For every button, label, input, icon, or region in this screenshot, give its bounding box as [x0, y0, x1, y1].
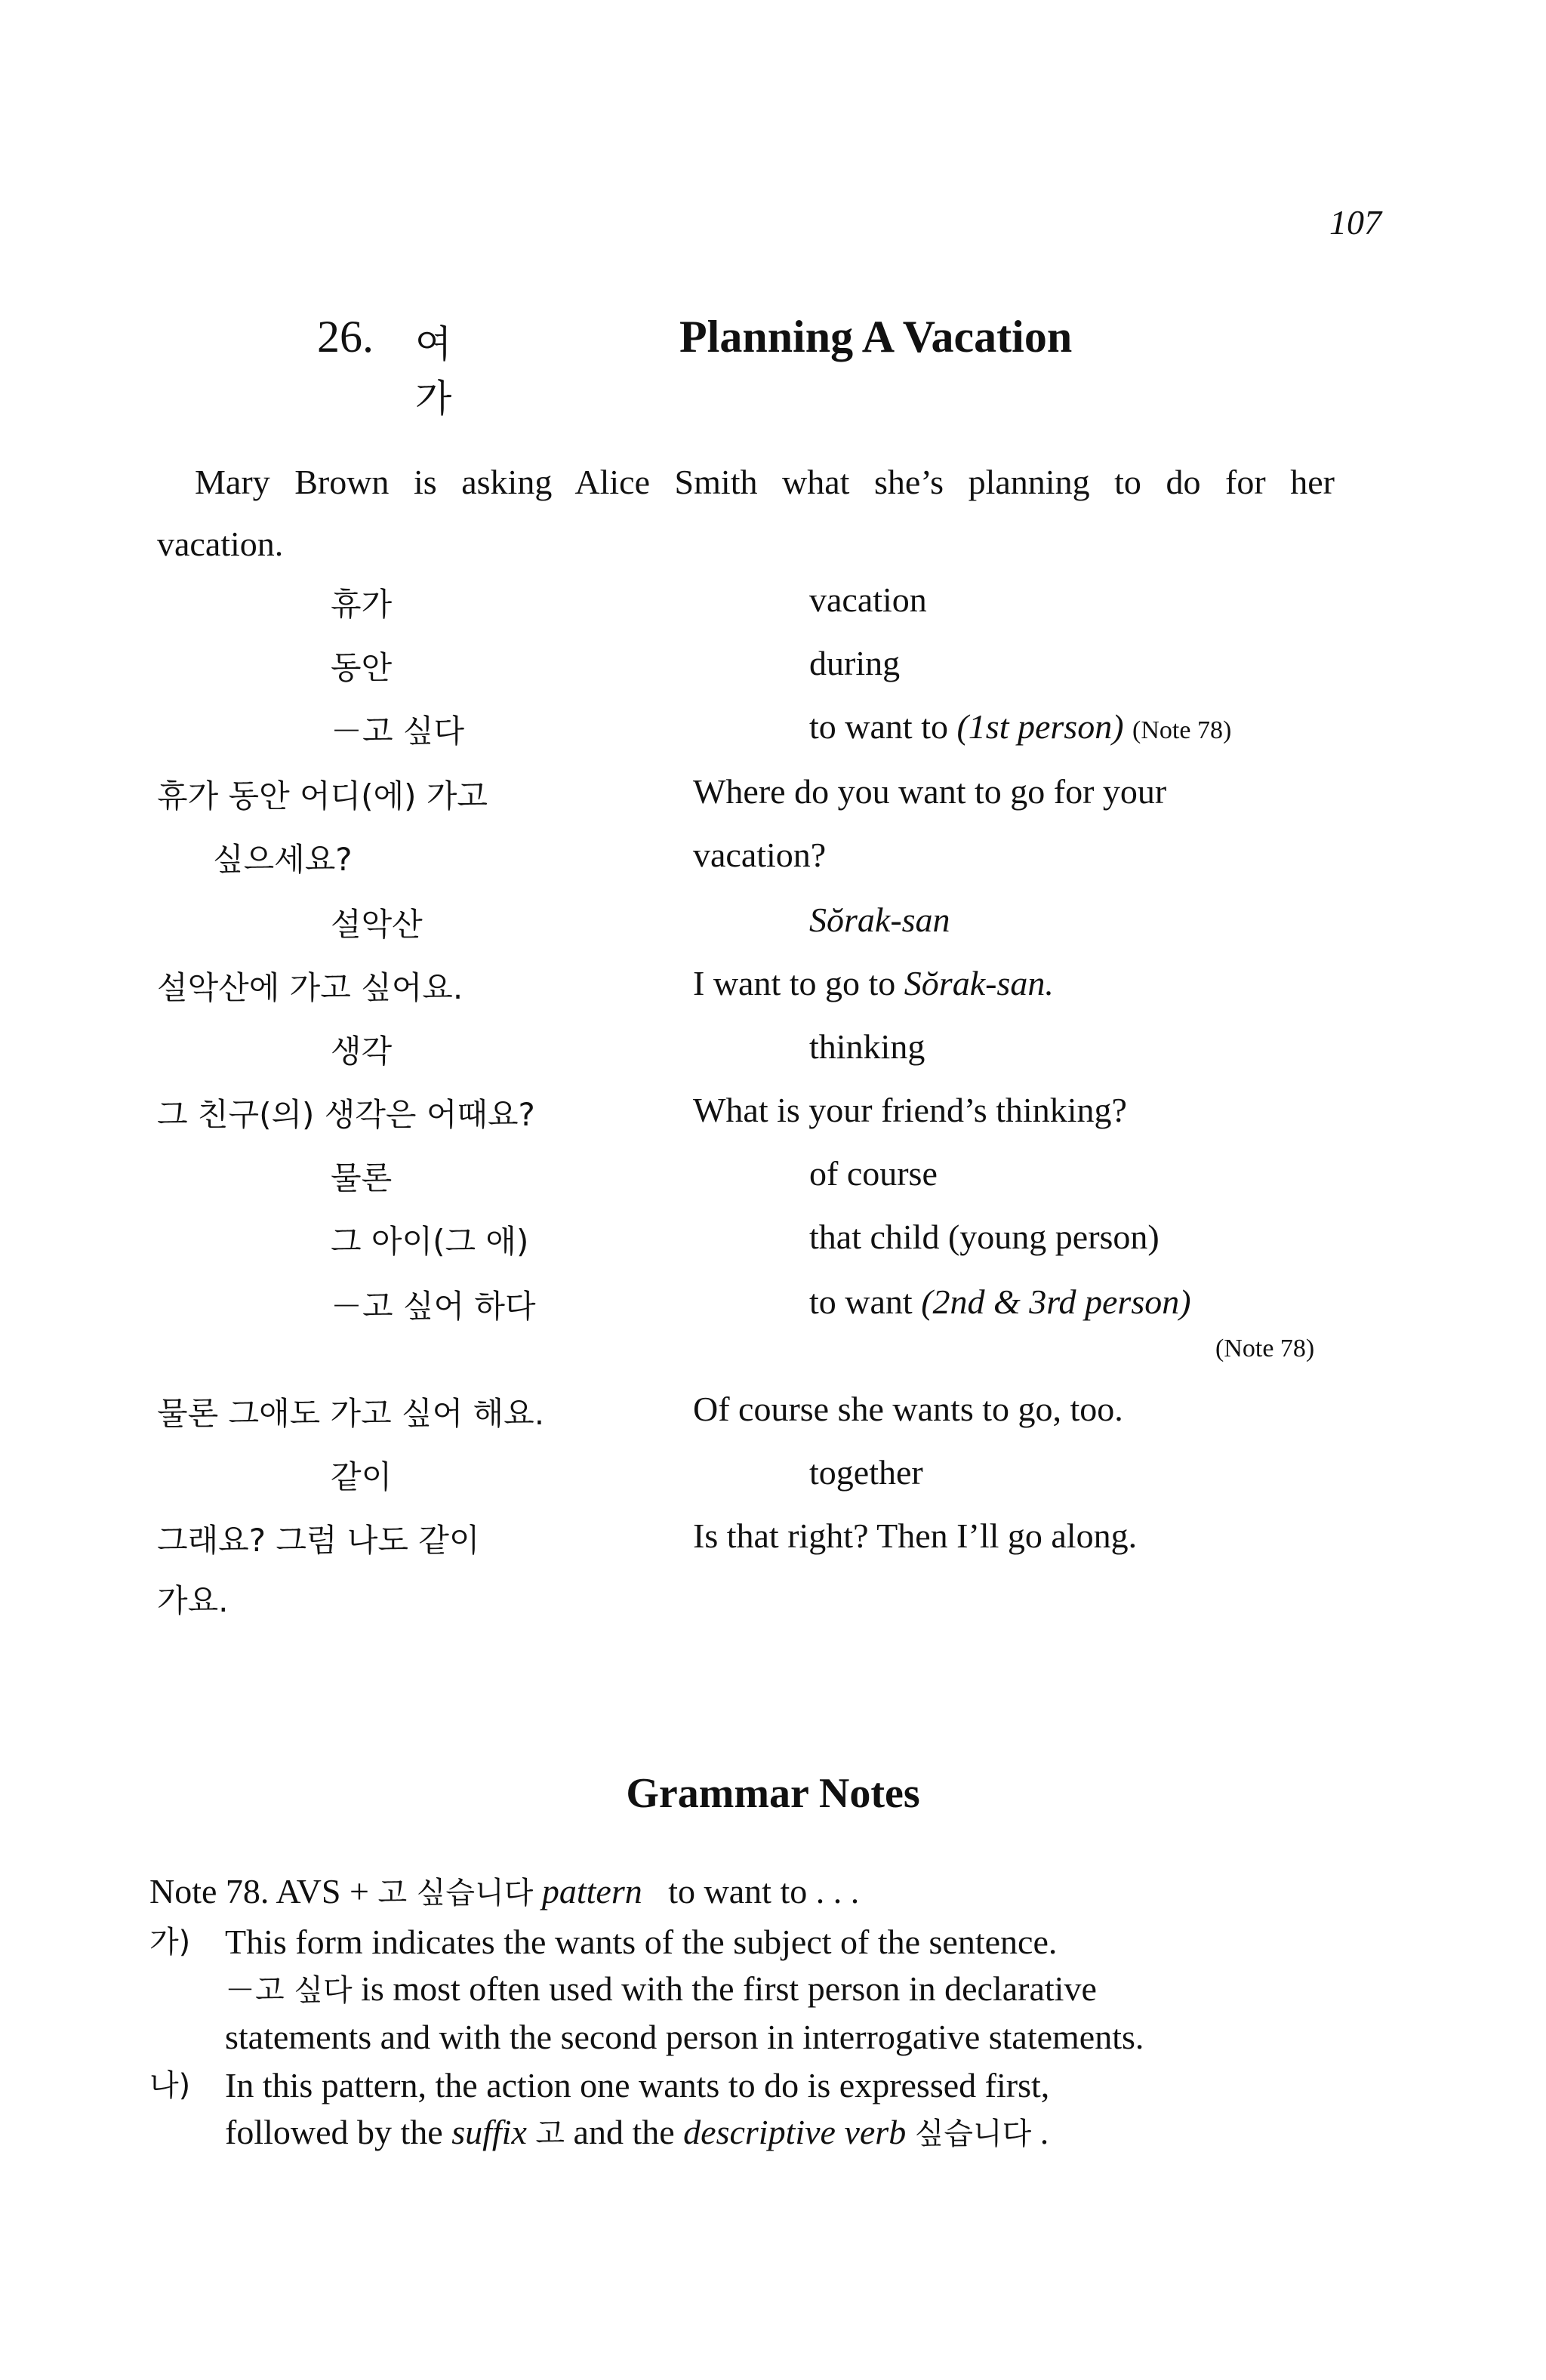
- korean-text: 설악산: [331, 906, 423, 943]
- korean-text: 동안: [331, 649, 393, 686]
- korean-text: 그 친구(의) 생각은 어때요?: [157, 1096, 535, 1133]
- note-reference: (Note 78): [1215, 1335, 1315, 1362]
- korean-text: 생각: [331, 1033, 393, 1070]
- vocab-row: [0, 707, 1546, 768]
- korean-text: 가요.: [157, 1582, 229, 1619]
- note-item-ga: [149, 1919, 1342, 2061]
- note-marker: 가): [149, 1925, 191, 1960]
- english-text: vacation?: [693, 836, 827, 874]
- lesson-number: 26.: [317, 312, 374, 362]
- intro-paragraph: [157, 451, 1335, 575]
- korean-text: －고 싶다: [331, 713, 465, 750]
- korean-text: 그 아이(그 애): [331, 1223, 529, 1260]
- korean-text: 설악산에 가고 싶어요.: [157, 969, 463, 1006]
- english-text: What is your friend’s thinking?: [693, 1091, 1127, 1129]
- english-text: Where do you want to go for your: [693, 772, 1167, 811]
- korean-text: 물론 그애도 가고 싶어 해요.: [157, 1395, 545, 1432]
- intro-line-1: Mary Brown is asking Alice Smith what she’s planning to do for her: [195, 463, 1335, 501]
- intro-line-2: vacation.: [157, 525, 284, 563]
- korean-text: －고 싶어 하다: [331, 1288, 536, 1325]
- english-text: of course: [809, 1154, 938, 1193]
- grammar-notes-heading: Grammar Notes: [626, 1770, 920, 1817]
- english-text: during: [809, 644, 901, 682]
- vocab-row: [0, 771, 1546, 833]
- note-item-na: [149, 2062, 1342, 2157]
- note-78-header: Note 78. AVS + 고 싶습니다 pattern to want to . . .: [149, 1872, 860, 1910]
- english-text: Sŏrak-san: [809, 901, 950, 939]
- vocab-row: [0, 1452, 1546, 1514]
- vocab-row: [0, 963, 1546, 1025]
- note-body: This form indicates the wants of the subject of the sentence. －고 싶다 is most often used with the first person in declarative statements and with the second person in interrogative statements.: [225, 1923, 1144, 2056]
- korean-text: 물론: [331, 1159, 393, 1196]
- english-text: to want to (1st person) (Note 78): [809, 707, 1232, 746]
- note-body: In this pattern, the action one wants to do is expressed first, followed by the suffix 고 and the descriptive verb 싶습니다 .: [225, 2066, 1050, 2151]
- english-text: Of course she wants to go, too.: [693, 1390, 1123, 1428]
- vocab-row: [0, 1389, 1546, 1451]
- lesson-title-korean: 여 가: [415, 322, 482, 420]
- vocab-row: [0, 835, 1546, 897]
- english-text: to want (2nd & 3rd person): [809, 1282, 1191, 1321]
- vocab-row: [0, 1576, 1546, 1638]
- korean-text: 같이: [331, 1458, 393, 1495]
- vocab-row: [0, 1153, 1546, 1215]
- page-number: 107: [1329, 203, 1381, 242]
- vocab-row: [0, 1516, 1546, 1578]
- vocab-row: [0, 900, 1546, 962]
- korean-text: 싶으세요?: [213, 841, 353, 878]
- english-text: together: [809, 1453, 923, 1492]
- english-text: thinking: [809, 1027, 925, 1066]
- note-marker: 나): [149, 2068, 191, 2103]
- vocab-row: [0, 643, 1546, 705]
- korean-text: 그래요? 그럼 나도 같이: [157, 1522, 480, 1559]
- english-text: Is that right? Then I’ll go along.: [693, 1516, 1138, 1555]
- vocab-row: [0, 580, 1546, 642]
- vocab-row: [0, 1027, 1546, 1088]
- korean-text: 휴가: [331, 586, 393, 623]
- english-text: that child (young person): [809, 1218, 1160, 1256]
- english-text: vacation: [809, 580, 927, 619]
- vocab-row: [0, 1090, 1546, 1152]
- vocab-row: [0, 1217, 1546, 1279]
- english-text: I want to go to Sŏrak-san.: [693, 964, 1054, 1002]
- lesson-title-english: Planning A Vacation: [679, 312, 1073, 362]
- korean-text: 휴가 동안 어디(에) 가고: [157, 777, 488, 814]
